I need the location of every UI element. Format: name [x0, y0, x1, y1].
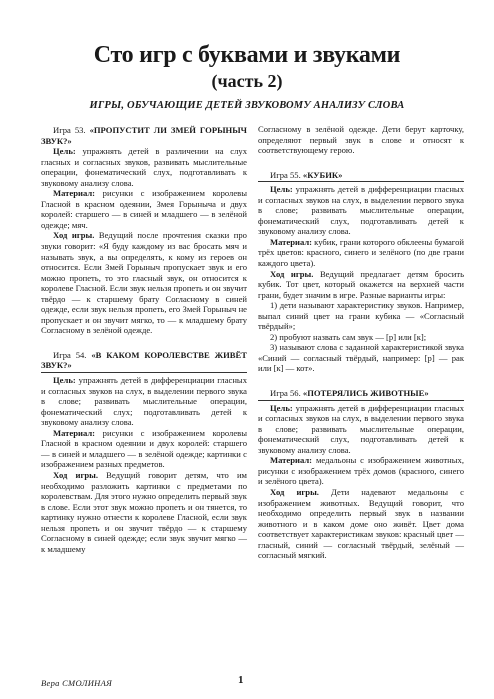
procedure-text: Ведущий после прочтения сказки про звуки говорит: «Я буду каждому из вас бросать мяч и называть звук, а вы определять, к кому из героев он относится. Если Змей Горыныч пропускает звук и его можно пропеть, то это гласный звук, он относится к королеве Гласной. Если звук нельзя пропеть и он звучит твёрдо — к старшему брату Согласному в синей одежде, если звук нельзя пропеть, его Змей Горыныч не пропускает и он звучит мягко, то — к младшему брату Согласному в зелёной одежде. [41, 230, 247, 336]
game-number: Игра 55. [270, 169, 303, 180]
goal-label: Цель: [53, 375, 76, 386]
game-name: «ПОТЕРЯЛИСЬ ЖИВОТНЫЕ» [302, 388, 429, 399]
game-number: Игра 56. [270, 388, 303, 399]
game-54-heading [41, 350, 247, 371]
material-label: Материал: [53, 427, 96, 438]
game-number: Игра 54. [53, 349, 92, 360]
game-name: «ПРОПУСТИТ ЛИ ЗМЕЙ ГОРЫНЫЧ ЗВУК?» [41, 125, 247, 146]
game-56-heading [258, 388, 464, 399]
game-55-option-2: 2) пробуют назвать сам звук — [р] или [к]; [270, 331, 427, 342]
material-label: Материал: [53, 188, 96, 199]
game-55-procedure [258, 269, 464, 301]
heading-rule [258, 181, 464, 182]
heading-rule [41, 372, 247, 373]
goal-label: Цель: [270, 184, 293, 195]
material-text: рисунки с изображением королевы Гласной в красном одеянии и двух королей: старшего — в синей и младшего — в зелёной одежде; картинки с изображением разных предметов. [41, 427, 247, 470]
procedure-text: Ведущий говорит детям, что им необходимо разложить картинки с предметами по королевствам. Для этого нужно определить первый звук в слове. Если этот звук можно пропеть и он тянется, то картинку нужно отнести к королеве Гласной, если звук нельзя пропеть и он звучит твёрдо — к старшему Согласному в синей одежде; если звук звучит мягко — к младшему [41, 469, 247, 554]
page-number: 1 [238, 674, 244, 686]
goal-text: упражнять детей в дифференциации гласных и согласных звуков на слух, в выделении первого звука в слове; развивать мыслительные операции, фонематический слух; подготавливать детей к звуковому анализу слова. [41, 375, 247, 428]
material-text: рисунки с изображением королевы Гласной в красном одеянии, Змея Горыныча и двух королей: старшего — в синей и младшего — в зелёной одежде; мяч. [41, 188, 247, 230]
game-55-option-1: 1) дети называют характеристику звуков. Например, выпал синий цвет на грани кубика — «Согласный твёрдый»; [258, 300, 464, 332]
procedure-text: Дети надевают медальоны с изображением животных. Ведущий говорит, что необходимо определить первый звук в названии животного и в каком доме оно живёт. Цвет дома соответствует характеристикам звуков: красный цвет — гласный, синий — согласный твёрдый, зелёный — согласный мягкий. [258, 486, 464, 561]
goal-text: упражнять детей в дифференциации гласных и согласных звуков на слух, в выделении первого звука в слове; развивать мыслительные операции, фонематический слух, подготавливать детей к звуковому анализу слова. [258, 184, 464, 237]
game-55-goal [258, 184, 464, 237]
procedure-label: Ход игры. [53, 230, 95, 241]
section-heading: ИГРЫ, ОБУЧАЮЩИЕ ДЕТЕЙ ЗВУКОВОМУ АНАЛИЗУ СЛОВА [89, 100, 405, 111]
game-name: «КУБИК» [302, 169, 343, 180]
procedure-text: Ведущий предлагает детям бросить кубик. Тот цвет, который окажется на верхней части грани, будет значим в игре. Разные варианты игры: [258, 268, 464, 300]
game-56-goal [258, 403, 464, 456]
game-name: «В КАКОМ КОРОЛЕВСТВЕ ЖИВЁТ ЗВУК?» [41, 349, 247, 371]
procedure-label: Ход игры. [270, 486, 319, 497]
game-54-continuation: Согласному в зелёной одежде. Дети берут карточку, определяют первый звук в слове и относят к соответствующему герою. [258, 124, 464, 156]
game-number: Игра 53. [53, 125, 90, 135]
game-55-option-3: 3) называют слова с заданной характеристикой звука «Синий — согласный твёрдый, например: [р] — рак или [к] — кот». [258, 342, 464, 374]
material-label: Материал: [270, 455, 313, 466]
page-subtitle: (часть 2) [211, 71, 283, 91]
goal-text: упражнять детей в дифференциации гласных и согласных звуков на слух, в выделении первого звука в слове; развивать мыслительные операции, фонематический слух, подготавливать детей к звуковому анализу слова. [258, 402, 464, 455]
page-title: Сто игр с буквами и звуками [93, 42, 401, 68]
game-53-heading [41, 125, 247, 146]
right-column [258, 124, 464, 561]
game-54-goal [41, 375, 247, 428]
game-56-material [258, 455, 464, 487]
game-54-procedure [41, 470, 247, 554]
material-text: кубик, грани которого обклеены бумагой трёх цветов: красного, синего и зелёного (по две грани каждого цвета). [258, 236, 464, 269]
game-53-material [41, 188, 247, 230]
material-label: Материал: [270, 236, 313, 247]
procedure-label: Ход игры. [53, 469, 98, 480]
material-text: медальоны с изображением животных, рисунки с изображением трёх домов (красного, синего и зелёного цвета). [258, 455, 464, 487]
game-55-material [258, 237, 464, 269]
heading-rule [258, 400, 464, 401]
game-53-goal [41, 146, 247, 188]
goal-text: упражнять детей в различении на слух гласных и согласных звуков, развивать мыслительные операции, фонематический слух, подготавливать к звуковому анализу слова. [41, 146, 247, 188]
left-column [41, 125, 247, 554]
footer-author: Вера СМОЛИНАЯ [41, 678, 112, 688]
game-55-heading [258, 170, 464, 181]
goal-label: Цель: [270, 402, 293, 413]
game-54-material [41, 428, 247, 470]
game-53-procedure [41, 230, 247, 335]
game-56-procedure [258, 487, 464, 561]
goal-label: Цель: [53, 146, 76, 157]
procedure-label: Ход игры. [270, 268, 314, 279]
